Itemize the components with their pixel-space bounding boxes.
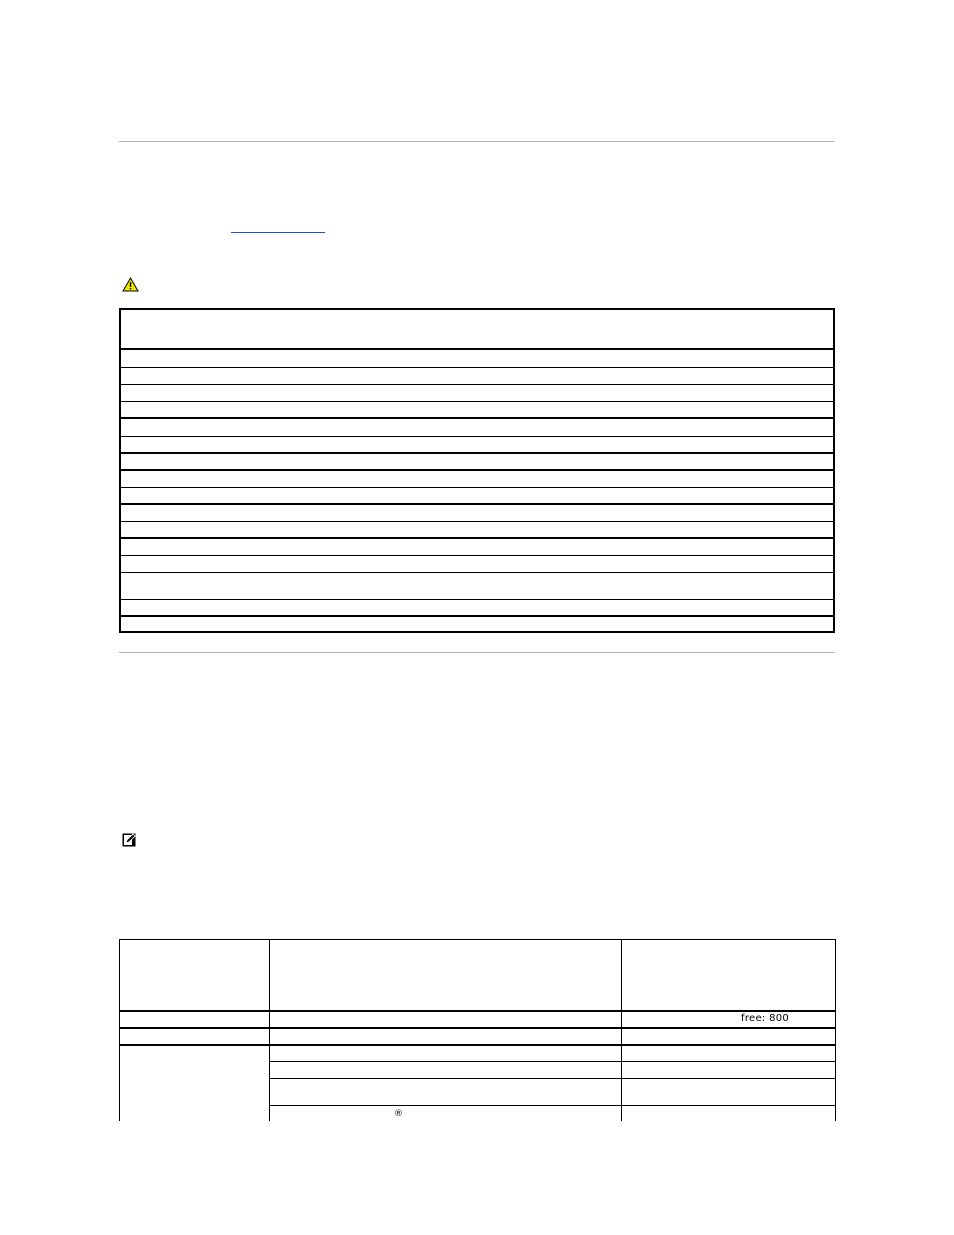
specs-table: [119, 939, 836, 1136]
table-cell: [270, 1028, 622, 1045]
table-cell: [622, 1079, 836, 1106]
table-header-cell: [622, 940, 836, 1011]
table-header-cell: [120, 309, 834, 349]
cell-text: free: 800: [741, 1012, 790, 1024]
table-header-cell: [270, 940, 622, 1011]
table-row: [120, 470, 834, 487]
table-cell: [270, 1011, 622, 1028]
table-header-cell: [120, 940, 270, 1011]
table-cell: [622, 1062, 836, 1079]
registered-mark: ®: [394, 1109, 403, 1119]
table-cell: [622, 1045, 836, 1062]
page-bottom-margin: [0, 1121, 954, 1235]
table-row: [120, 418, 834, 436]
table-row: [120, 384, 834, 401]
table-row: [120, 538, 834, 555]
caution-triangle-icon: [122, 277, 139, 292]
table-cell: [120, 1028, 270, 1045]
table-cell: [120, 1011, 270, 1028]
table-cell: [622, 1011, 836, 1028]
table-row: [120, 401, 834, 418]
table-row: [120, 572, 834, 599]
table-cell: [270, 1062, 622, 1079]
table-row: [120, 487, 834, 504]
hyperlink[interactable]: [231, 220, 325, 233]
table-row: [120, 367, 834, 384]
note-pencil-icon: [122, 833, 136, 847]
table-row: [120, 453, 834, 470]
caution-table: [119, 308, 835, 633]
table-cell: [622, 1028, 836, 1045]
section-divider-middle: [119, 652, 835, 653]
table-row: [120, 616, 834, 632]
table-row: [120, 504, 834, 521]
table-cell: [270, 1045, 622, 1062]
table-row: [120, 555, 834, 572]
table-cell: [270, 1079, 622, 1106]
table-row: [120, 599, 834, 616]
section-divider-top: [119, 141, 835, 142]
table-row: [120, 349, 834, 367]
table-row: [120, 436, 834, 453]
table-row: [120, 521, 834, 538]
